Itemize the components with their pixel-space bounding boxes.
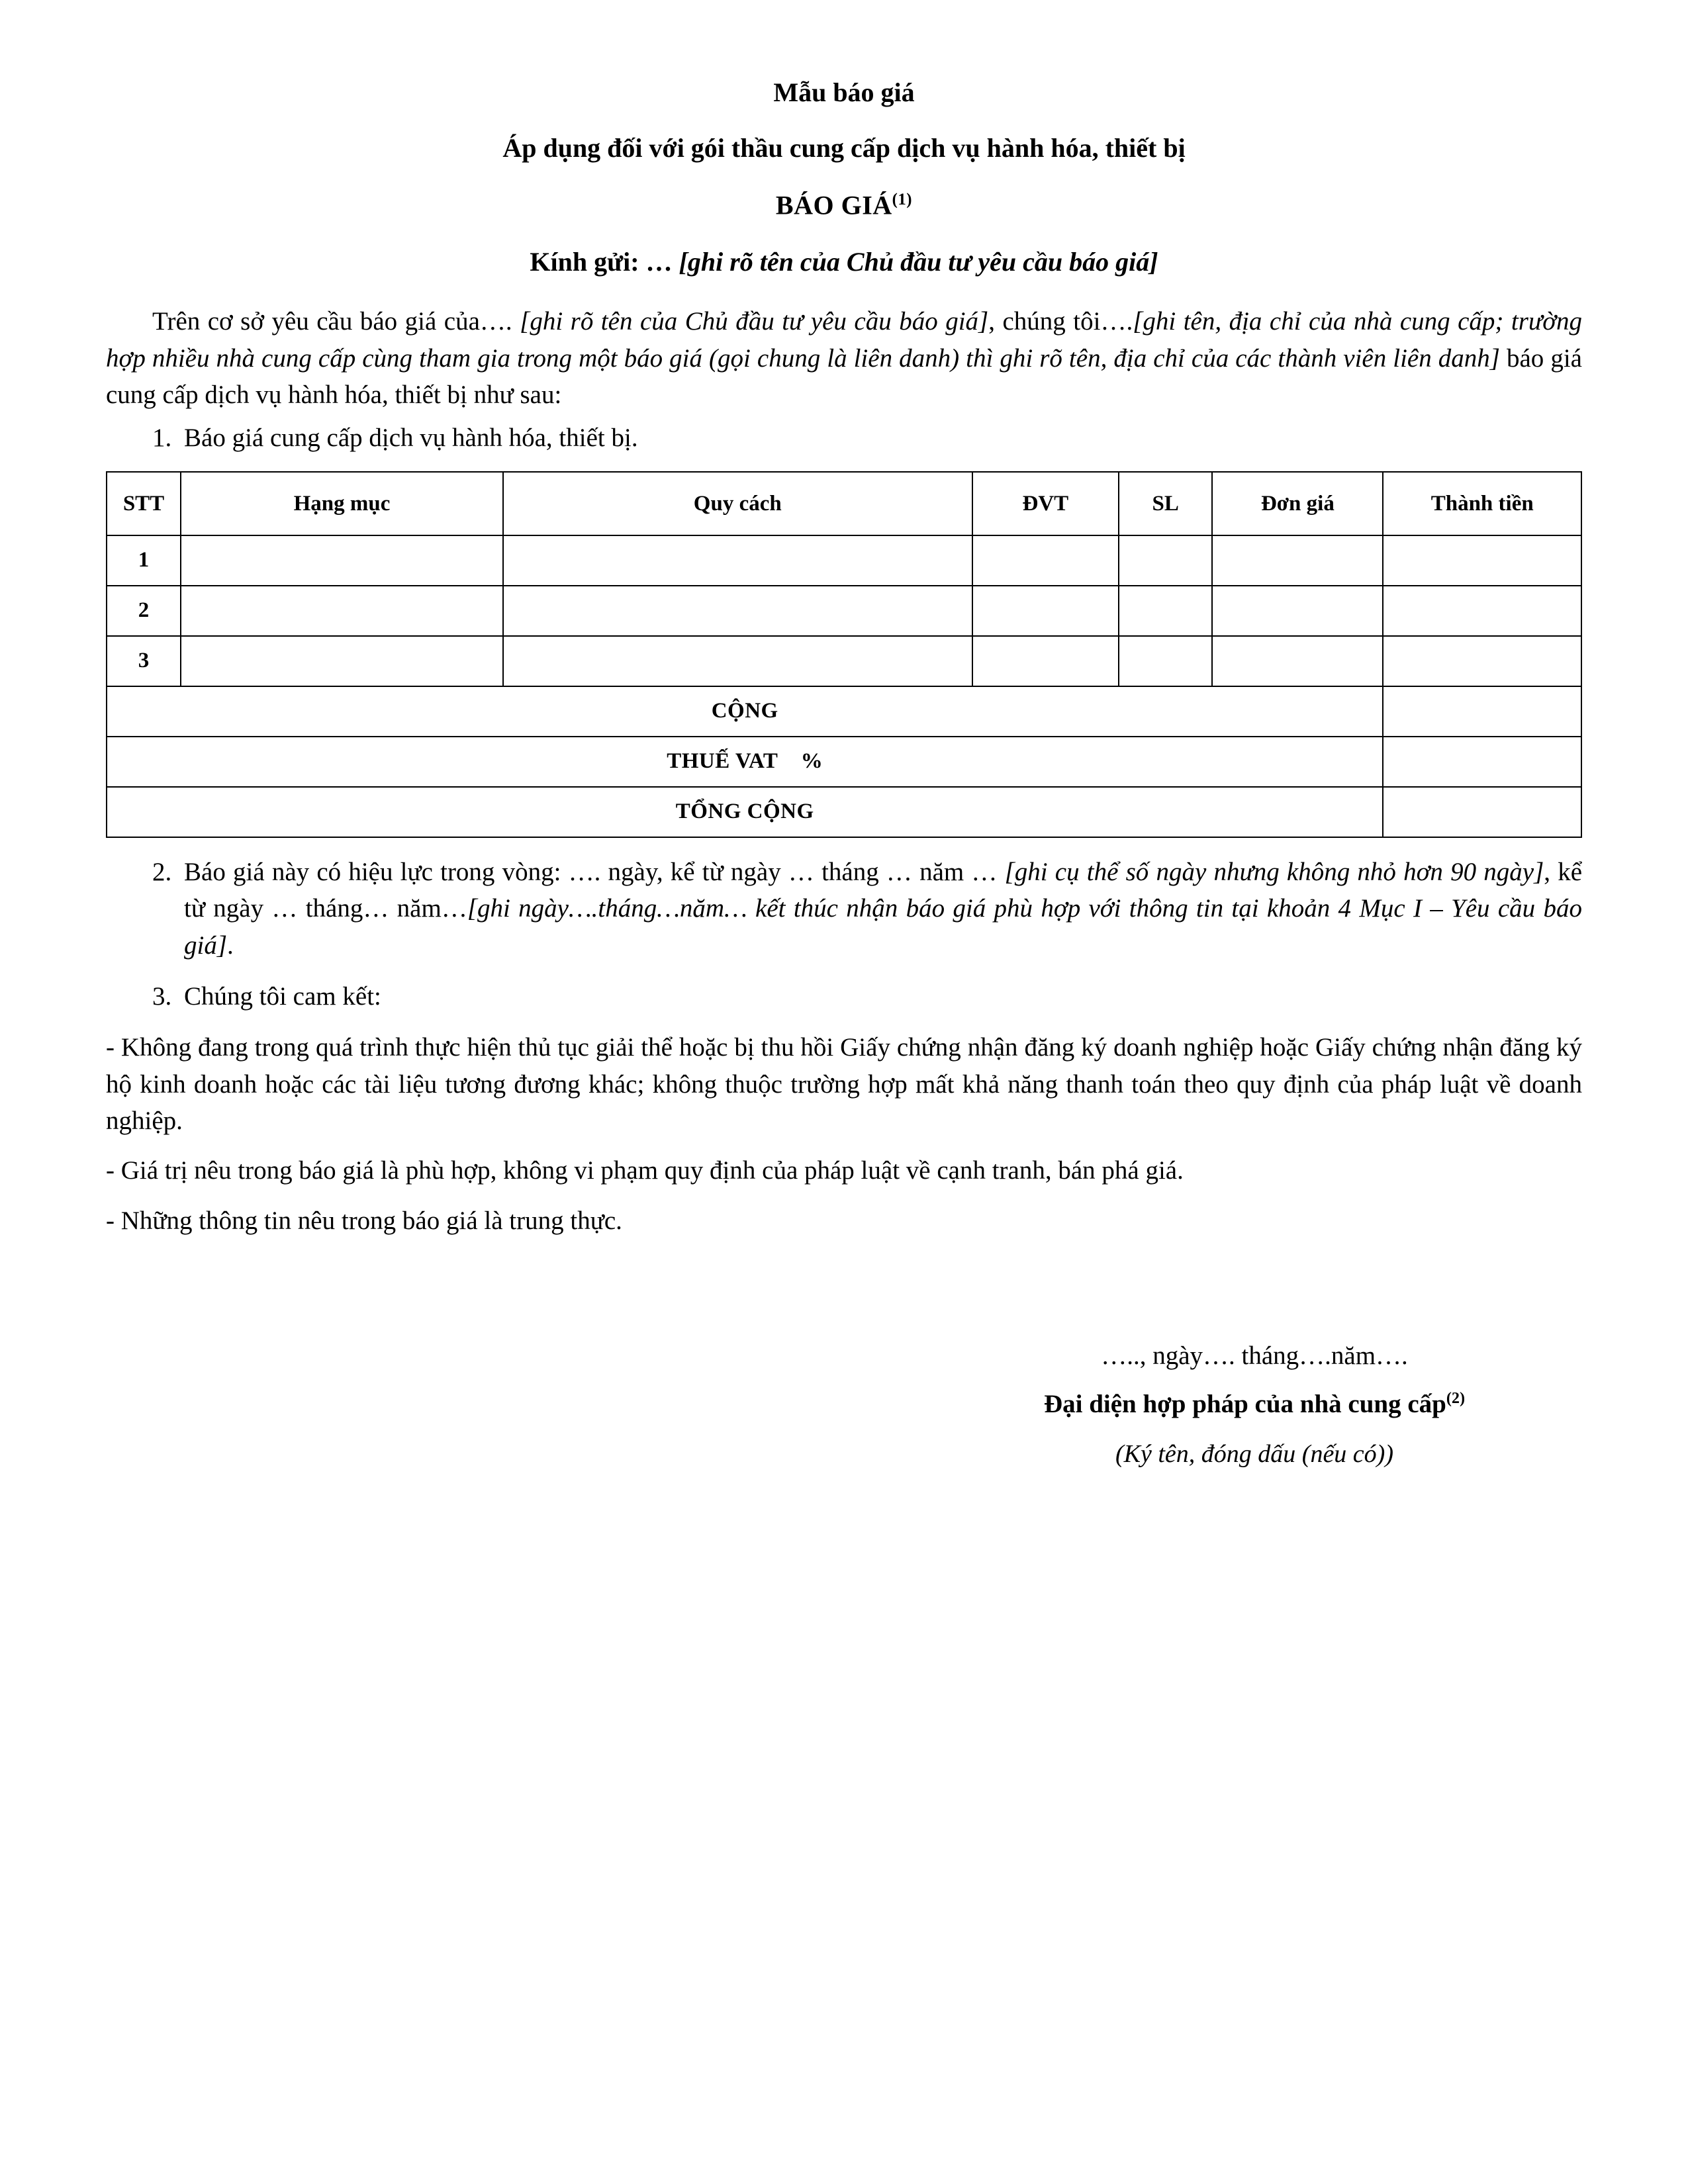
cell-hang-muc[interactable] [181,586,503,636]
commitment-item: - Giá trị nêu trong báo giá là phù hợp, không vi phạm quy định của pháp luật về cạnh tranh, bán phá giá. [106,1156,1184,1185]
cell-stt: 3 [107,636,181,686]
summary-value-vat[interactable] [1383,737,1581,787]
recipient-line [106,249,1582,275]
intro-part-2: [ghi rõ tên của Chủ đầu tư yêu cầu báo giá] [520,307,989,336]
summary-label-cong: CỘNG [107,686,1383,737]
cell-sl[interactable] [1119,636,1212,686]
list-item-3-number: 3. [152,981,172,1011]
cell-dvt[interactable] [972,535,1119,586]
list-item-2-number: 2. [152,857,172,886]
cell-stt: 2 [107,586,181,636]
list-item-3 [106,978,1582,1015]
cell-don-gia[interactable] [1212,636,1383,686]
cell-sl[interactable] [1119,535,1212,586]
signature-area [106,1338,1582,1472]
document-heading-primary: Mẫu báo giá [773,77,915,107]
list-item-2-part-1: Báo giá này có hiệu lực trong vòng: …. ngày, kể từ ngày … tháng … năm … [184,857,1005,886]
column-header-dvt: ĐVT [972,472,1119,535]
document-title-footnote-marker: (1) [892,191,913,208]
table-summary-row-cong [107,686,1581,737]
cell-don-gia[interactable] [1212,535,1383,586]
list-item-1 [106,420,1582,456]
table-summary-row-vat [107,737,1581,787]
intro-part-4: [ghi tên, địa chỉ của nhà cung cấp; trường hợp nhiều nhà cung cấp cùng tham gia trong một báo giá (gọi chung là liên danh) thì ghi rõ tên, địa chỉ của các thành viên liên danh] [106,307,1583,373]
signature-date-line: ….., ngày…. tháng….năm…. [1101,1342,1408,1371]
column-header-quy-cach: Quy cách [503,472,972,535]
quotation-table-head [107,472,1581,535]
intro-part-1: Trên cơ sở yêu cầu báo giá của…. [152,307,520,336]
summary-value-cong[interactable] [1383,686,1581,737]
cell-quy-cach[interactable] [503,535,972,586]
signature-block [976,1338,1532,1472]
list-item-2-part-5: . [227,931,234,960]
summary-label-tong-cong: TỔNG CỘNG [107,787,1383,837]
table-row [107,636,1581,686]
document-heading-scope: Áp dụng đối với gói thầu cung cấp dịch vụ hành hóa, thiết bị [502,133,1186,163]
column-header-don-gia: Đơn giá [1212,472,1383,535]
intro-paragraph [106,303,1582,413]
list-item-1-number: 1. [152,424,172,453]
list-item-2-part-4: [ghi ngày….tháng…năm… kết thúc nhận báo giá phù hợp với thông tin tại khoản 4 Mục I – Yêu cầu báo giá] [184,894,1582,960]
table-summary-row-tong-cong [107,787,1581,837]
list-item-2-text [184,854,1582,964]
cell-sl[interactable] [1119,586,1212,636]
cell-dvt[interactable] [972,636,1119,686]
list-item-1-text: Báo giá cung cấp dịch vụ hành hóa, thiết bị. [184,424,638,453]
recipient-placeholder: [ghi rõ tên của Chủ đầu tư yêu cầu báo giá] [679,247,1158,277]
intro-part-3: , chúng tôi…. [988,307,1133,336]
quotation-table [106,471,1582,838]
summary-value-tong-cong[interactable] [1383,787,1581,837]
cell-thanh-tien[interactable] [1383,535,1581,586]
cell-quy-cach[interactable] [503,636,972,686]
cell-hang-muc[interactable] [181,636,503,686]
summary-label-vat: THUẾ VAT % [107,737,1383,787]
column-header-sl: SL [1119,472,1212,535]
signature-instruction: (Ký tên, đóng dấu (nếu có)) [1115,1440,1393,1469]
column-header-thanh-tien: Thành tiền [1383,472,1581,535]
cell-don-gia[interactable] [1212,586,1383,636]
column-header-hang-muc: Hạng mục [181,472,503,535]
cell-hang-muc[interactable] [181,535,503,586]
cell-thanh-tien[interactable] [1383,586,1581,636]
list-item-2 [106,854,1582,964]
recipient-label: Kính gửi: … [530,247,673,277]
table-row [107,586,1581,636]
table-row [107,535,1581,586]
list-item-2-part-2: [ghi cụ thể số ngày nhưng không nhỏ hơn 90 ngày] [1004,857,1544,886]
document-body [106,79,1582,1473]
column-header-stt: STT [107,472,181,535]
signature-footnote-marker: (2) [1446,1388,1466,1407]
intro-part-5: báo giá cung cấp dịch vụ hành hóa, thiết bị như sau: [106,343,1582,410]
commitment-item: - Không đang trong quá trình thực hiện thủ tục giải thể hoặc bị thu hồi Giấy chứng nhận đăng ký doanh nghiệp hoặc Giấy chứng nhận đăng ký hộ kinh doanh hoặc các tài liệu tương đương khác; không thuộc trường hợp mất khả năng thanh toán theo quy định của pháp luật về doanh nghiệp. [106,1033,1582,1136]
list-item-2-part-3: , kể từ ngày … tháng… năm… [184,857,1583,923]
commitment-item: - Những thông tin nêu trong báo giá là trung thực. [106,1206,622,1235]
quotation-table-body [107,535,1581,837]
table-header-row [107,472,1581,535]
list-item-3-text: Chúng tôi cam kết: [184,981,381,1011]
cell-thanh-tien[interactable] [1383,636,1581,686]
signature-representative-label [976,1387,1532,1423]
cell-stt: 1 [107,535,181,586]
cell-dvt[interactable] [972,586,1119,636]
signature-representative-text: Đại diện hợp pháp của nhà cung cấp [1043,1389,1446,1418]
document-title [106,192,1582,218]
document-title-text: BÁO GIÁ [775,190,892,220]
cell-quy-cach[interactable] [503,586,972,636]
